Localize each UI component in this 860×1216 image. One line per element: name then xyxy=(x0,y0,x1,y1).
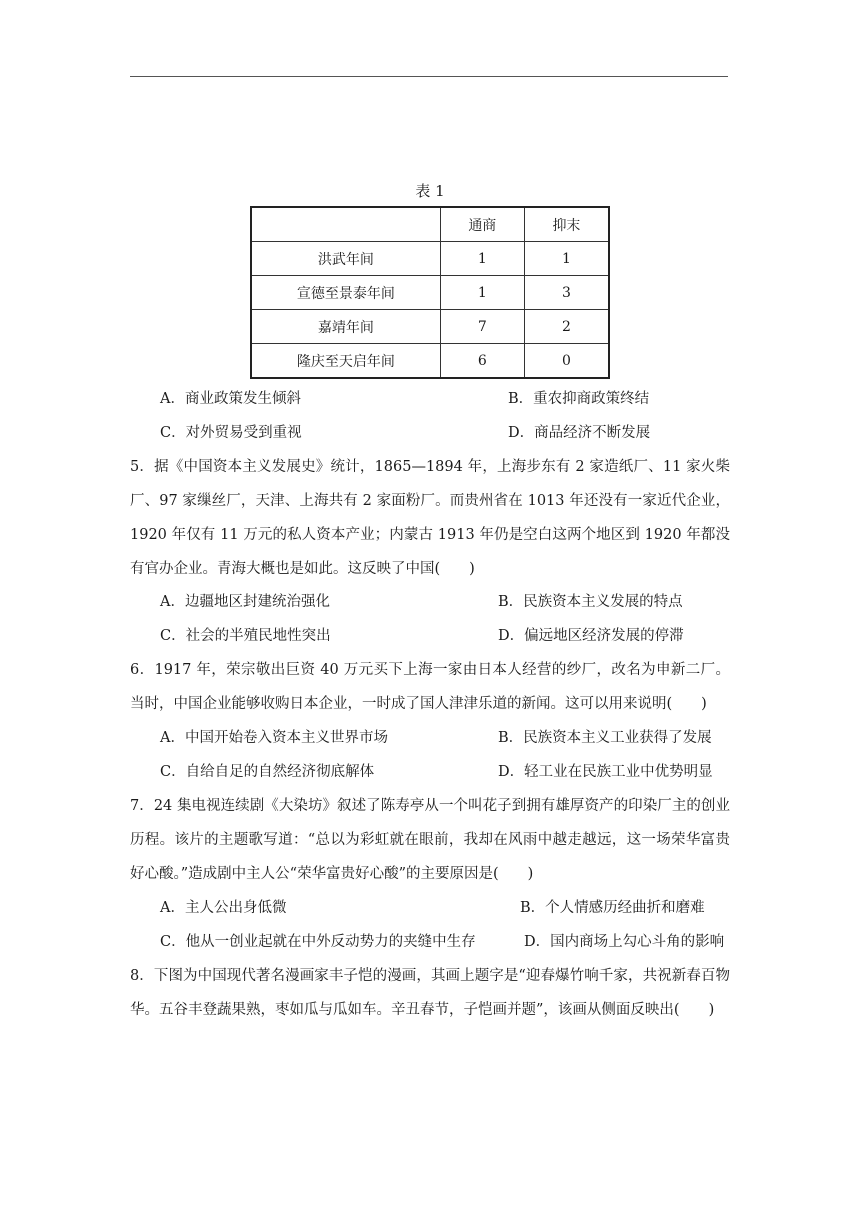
table-cell: 7 xyxy=(440,310,524,344)
table-cell: 1 xyxy=(440,242,524,276)
table-cell: 3 xyxy=(524,276,609,310)
table-cell: 隆庆至天启年间 xyxy=(251,344,440,379)
q6-option-b[interactable]: B．民族资本主义工业获得了发展 xyxy=(498,730,712,746)
q4-option-c[interactable]: C．对外贸易受到重视 xyxy=(160,425,302,441)
q4-option-a[interactable]: A．商业政策发生倾斜 xyxy=(160,391,301,407)
q5-option-d[interactable]: D．偏远地区经济发展的停滞 xyxy=(498,628,684,644)
table-cell: 宣德至景泰年间 xyxy=(251,276,440,310)
table-row xyxy=(251,242,609,276)
q4-option-b[interactable]: B．重农抑商政策终结 xyxy=(508,391,650,407)
table-caption: 表 1 xyxy=(415,182,445,200)
q5-option-c[interactable]: C．社会的半殖民地性突出 xyxy=(160,628,331,644)
q5-option-a[interactable]: A．边疆地区封建统治强化 xyxy=(160,594,330,610)
q6-option-a[interactable]: A．中国开始卷入资本主义世界市场 xyxy=(160,730,388,746)
table-row xyxy=(251,344,609,379)
table-cell: 1 xyxy=(440,276,524,310)
q7-option-a[interactable]: A．主人公出身低微 xyxy=(160,900,287,916)
table-row xyxy=(251,276,609,310)
table-row xyxy=(251,310,609,344)
table-header-cell: 抑末 xyxy=(524,207,609,242)
header-rule xyxy=(130,76,728,77)
data-table xyxy=(250,206,610,379)
q7-option-d[interactable]: D．国内商场上勾心斗角的影响 xyxy=(524,934,725,950)
q5-option-b[interactable]: B．民族资本主义发展的特点 xyxy=(498,594,683,610)
q7-option-b[interactable]: B．个人情感历经曲折和磨难 xyxy=(520,900,705,916)
table-cell: 6 xyxy=(440,344,524,379)
table-header-row xyxy=(251,207,609,242)
table-cell: 2 xyxy=(524,310,609,344)
q4-option-d[interactable]: D．商品经济不断发展 xyxy=(508,425,651,441)
q7-stem: 7．24 集电视连续剧《大染坊》叙述了陈寿亭从一个叫花子到拥有雄厚资产的印染厂主的创业历程。该片的主题歌写道：“总以为彩虹就在眼前，我却在风雨中越走越远，这一场荣华富贵好心酸。”造成剧中主人公“荣华富贵好心酸”的主要原因是( ) xyxy=(130,798,730,882)
table-cell: 嘉靖年间 xyxy=(251,310,440,344)
q5-stem: 5．据《中国资本主义发展史》统计，1865—1894 年，上海步东有 2 家造纸厂、11 家火柴厂、97 家缫丝厂，天津、上海共有 2 家面粉厂。而贵州省在 1013 年还没有一家近代企业，1920 年仅有 11 万元的私人资本产业；内蒙古 1913 年仍是空白这两个地区到 1920 年都没有官办企业。青海大概也是如此。这反映了中国( ) xyxy=(130,459,730,577)
q6-stem: 6．1917 年，荣宗敬出巨资 40 万元买下上海一家由日本人经营的纱厂，改名为申新二厂。当时，中国企业能够收购日本企业，一时成了国人津津乐道的新闻。这可以用来说明( ) xyxy=(130,662,730,712)
q6-option-d[interactable]: D．轻工业在民族工业中优势明显 xyxy=(498,764,713,780)
q8-stem: 8．下图为中国现代著名漫画家丰子恺的漫画，其画上题字是“迎春爆竹响千家，共祝新春百物华。五谷丰登蔬果熟，枣如瓜与瓜如车。辛丑春节，子恺画并题”，该画从侧面反映出( ) xyxy=(130,968,730,1018)
table-cell: 1 xyxy=(524,242,609,276)
table-header-cell xyxy=(251,207,440,242)
table-cell: 0 xyxy=(524,344,609,379)
q7-option-c[interactable]: C．他从一创业起就在中外反动势力的夹缝中生存 xyxy=(160,934,476,950)
table-header-cell: 通商 xyxy=(440,207,524,242)
table-cell: 洪武年间 xyxy=(251,242,440,276)
q6-option-c[interactable]: C．自给自足的自然经济彻底解体 xyxy=(160,764,375,780)
